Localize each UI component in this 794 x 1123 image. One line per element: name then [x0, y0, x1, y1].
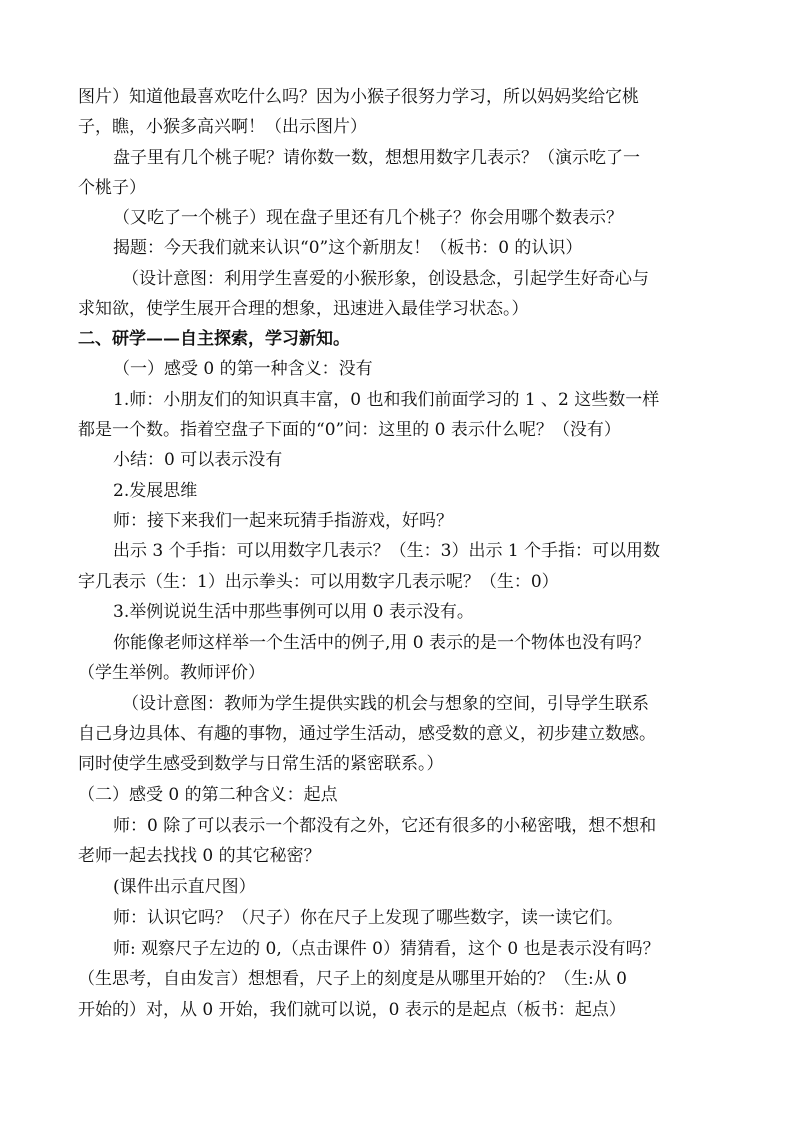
text-line: 出示 3 个手指：可以用数字几表示？（生：3）出示 1 个手指：可以用数	[113, 541, 661, 561]
design-intent-line: （设计意图：利用学生喜爱的小猴形象，创设悬念，引起学生好奇心与	[122, 269, 649, 289]
text-line: 1.师：小朋友们的知识真丰富，0 也和我们前面学习的 1 、2 这些数一样	[113, 390, 660, 410]
text-line: 2.发展思维	[113, 481, 198, 501]
design-intent-line: 求知欲，使学生展开合理的想象，迅速进入最佳学习状态。）	[78, 299, 529, 319]
text-line: 师：认识它吗？（尺子）你在尺子上发现了哪些数字，读一读它们。	[113, 908, 623, 928]
text-line: 小结：0 可以表示没有	[113, 450, 283, 470]
text-line: 老师一起去找找 0 的其它秘密？	[78, 846, 321, 866]
design-intent-line: （设计意图：教师为学生提供实践的机会与想象的空间，引导学生联系	[122, 694, 649, 714]
text-line: （生思考，自由发言）想想看，尺子上的刻度是从哪里开始的？（生:从 0	[78, 969, 627, 989]
text-line: 你能像老师这样举一个生活中的例子,用 0 表示的是一个物体也没有吗？	[113, 633, 651, 653]
text-line: 图片）知道他最喜欢吃什么吗？因为小猴子很努力学习，所以妈妈奖给它桃	[78, 87, 639, 107]
text-line: 3.举例说说生活中那些事例可以用 0 表示没有。	[113, 602, 474, 622]
text-line: 字几表示（生：1）出示拳头：可以用数字几表示呢？（生：0）	[78, 572, 559, 592]
text-line: 师：0 除了可以表示一个都没有之外，它还有很多的小秘密哦，想不想和	[113, 816, 657, 836]
subsection-heading: （一）感受 0 的第一种含义：没有	[113, 359, 373, 379]
design-intent-line: 自己身边具体、有趣的事物，通过学生活动，感受数的意义，初步建立数感。	[78, 724, 656, 744]
text-line: 揭题：今天我们就来认识“0”这个新朋友！（板书：0 的认识）	[113, 238, 583, 258]
text-line: 个桃子）	[78, 178, 146, 198]
text-line: （学生举例。教师评价）	[78, 663, 265, 683]
subsection-heading: （二）感受 0 的第二种含义：起点	[78, 785, 338, 805]
text-line: 都是一个数。指着空盘子下面的“0”问：这里的 0 表示什么呢？（没有）	[78, 420, 621, 440]
text-line: 子，瞧，小猴多高兴啊！（出示图片）	[78, 117, 367, 137]
text-line: 师: 观察尺子左边的 0,（点击课件 0）猜猜看，这个 0 也是表示没有吗？	[113, 939, 660, 959]
design-intent-line: 同时使学生感受到数学与日常生活的紧密联系。）	[78, 754, 444, 774]
text-line: (课件出示直尺图）	[113, 877, 256, 897]
text-line: 盘子里有几个桃子呢？请你数一数，想想用数字几表示？（演示吃了一	[113, 148, 640, 168]
text-line: 开始的）对，从 0 开始，我们就可以说，0 表示的是起点（板书：起点）	[78, 1000, 626, 1020]
text-line: 师：接下来我们一起来玩猜手指游戏，好吗？	[113, 511, 453, 531]
section-heading: 二、研学——自主探索，学习新知。	[78, 329, 350, 349]
text-line: （又吃了一个桃子）现在盘子里还有几个桃子？你会用哪个数表示？	[113, 208, 623, 228]
